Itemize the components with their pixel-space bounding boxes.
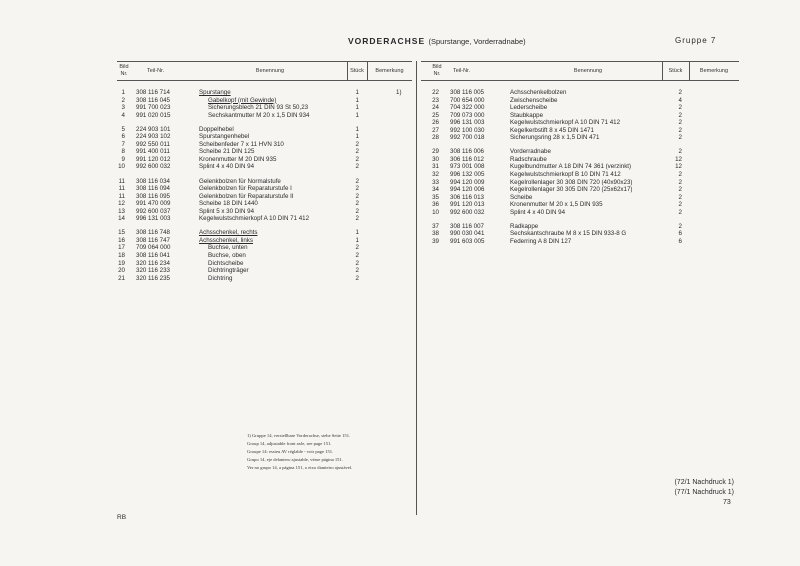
right-head-rule xyxy=(421,80,739,81)
bottom-left-code: RB xyxy=(117,514,127,521)
row-part-number: 308 116 006 xyxy=(450,148,484,156)
row-quantity: 2 xyxy=(678,201,682,209)
row-quantity: 2 xyxy=(678,134,682,142)
row-quantity: 2 xyxy=(678,193,682,201)
row-part-number: 991 120 013 xyxy=(450,201,485,209)
row-part-number: 308 116 747 xyxy=(136,236,170,244)
right-top-rule xyxy=(421,61,739,62)
row-description: Kegelrollenlager 30 305 DIN 720 (25x62x17) xyxy=(510,186,633,194)
right-col-benennung: Benennung xyxy=(573,68,603,74)
row-description: Radkappe xyxy=(510,222,539,230)
row-quantity: 1 xyxy=(355,96,359,104)
row-part-number: 709 064 000 xyxy=(136,244,171,252)
row-description: Scheibe xyxy=(510,193,533,201)
row-description: Splint 4 x 40 DIN 94 xyxy=(199,163,255,171)
right-col-bild-2: Nr. xyxy=(433,71,441,77)
row-quantity: 2 xyxy=(678,89,682,96)
row-description: Splint 5 x 30 DIN 94 xyxy=(199,207,255,215)
row-quantity: 1 xyxy=(355,229,359,237)
row-description: Kugelbundmutter A 18 DIN 74 361 (verzinkt) xyxy=(510,163,632,171)
table-row xyxy=(0,275,800,283)
row-bild-nr: 12 xyxy=(118,200,125,208)
row-bild-nr: 20 xyxy=(118,267,125,275)
row-bild-nr: 25 xyxy=(432,111,439,119)
row-bild-nr: 4 xyxy=(121,111,125,119)
row-quantity: 2 xyxy=(678,119,682,127)
row-part-number: 320 116 233 xyxy=(136,267,170,275)
row-bild-nr: 39 xyxy=(432,237,439,245)
row-bild-nr: 18 xyxy=(118,251,125,259)
row-part-number: 996 131 003 xyxy=(450,119,485,127)
row-bild-nr: 19 xyxy=(118,259,125,267)
row-bild-nr: 35 xyxy=(432,193,439,201)
row-bild-nr: 28 xyxy=(432,134,439,142)
row-bild-nr: 11 xyxy=(118,177,125,185)
row-description: Splint 4 x 40 DIN 94 xyxy=(510,208,566,216)
row-part-number: 992 100 030 xyxy=(450,126,485,134)
row-description: Dichtringträger xyxy=(208,267,249,275)
footnote-line: 1) Gruppe 14, verstellbare Vorderachse, siehe Seite 151. xyxy=(247,433,351,438)
row-description: Zwischenscheibe xyxy=(510,96,558,104)
row-part-number: 308 116 041 xyxy=(136,251,170,259)
row-bild-nr: 30 xyxy=(432,155,439,163)
row-part-number: 308 116 045 xyxy=(136,96,170,104)
row-bild-nr: 17 xyxy=(118,244,125,252)
row-part-number: 320 116 235 xyxy=(136,274,170,282)
row-bild-nr: 3 xyxy=(121,104,125,112)
footnote-line: Grupo 14, eje delantero ajustable, véase página 151. xyxy=(247,457,343,462)
row-bild-nr: 2 xyxy=(121,96,125,104)
row-quantity: 2 xyxy=(355,267,359,275)
row-part-number: 991 470 009 xyxy=(136,200,171,208)
table-row xyxy=(0,209,800,217)
left-head-rule xyxy=(117,80,412,81)
row-part-number: 991 120 012 xyxy=(136,155,171,163)
row-bild-nr: 21 xyxy=(118,274,125,282)
row-part-number: 994 120 009 xyxy=(450,178,485,186)
row-description: Federring A 8 DIN 127 xyxy=(510,237,572,245)
row-bild-nr: 38 xyxy=(432,230,439,238)
row-description: Staubkappe xyxy=(510,111,544,119)
row-quantity: 2 xyxy=(678,148,682,156)
row-quantity: 2 xyxy=(355,177,359,185)
row-bild-nr: 7 xyxy=(121,140,125,148)
left-col-bild-2: Nr. xyxy=(120,71,128,77)
right-col-bild-1: Bild xyxy=(432,64,442,70)
row-quantity: 2 xyxy=(355,185,359,193)
page-number: 73 xyxy=(723,499,731,506)
row-description: Kronenmutter M 20 DIN 935 xyxy=(199,155,277,163)
row-description: Scheibenfeder 7 x 11 HVN 310 xyxy=(199,140,284,148)
row-part-number: 992 700 018 xyxy=(450,134,485,142)
row-quantity: 6 xyxy=(678,237,682,245)
row-bild-nr: 34 xyxy=(432,186,439,194)
row-quantity: 2 xyxy=(355,140,359,148)
row-bild-nr: 14 xyxy=(118,215,125,223)
row-part-number: 991 400 011 xyxy=(136,148,170,156)
row-quantity: 1 xyxy=(355,111,359,119)
title-subtitle: (Spurstange, Vorderradnabe) xyxy=(428,37,526,46)
row-bild-nr: 11 xyxy=(118,192,125,200)
row-quantity: 1 xyxy=(355,104,359,112)
left-col-stueck: Stück xyxy=(350,68,364,74)
row-quantity: 2 xyxy=(678,178,682,186)
row-description: Gabelkopf (mit Gewinde) xyxy=(208,96,277,104)
row-part-number: 320 116 234 xyxy=(136,259,170,267)
row-description: Scheibe 18 DIN 1440 xyxy=(199,200,258,208)
row-quantity: 2 xyxy=(355,207,359,215)
row-part-number: 973 001 008 xyxy=(450,163,485,171)
reprint-note: (77/1 Nachdruck 1) xyxy=(674,489,734,496)
row-quantity: 2 xyxy=(678,111,682,119)
row-description: Vorderradnabe xyxy=(510,148,551,156)
row-part-number: 994 120 006 xyxy=(450,186,485,194)
row-part-number: 308 116 094 xyxy=(136,185,170,193)
row-bild-nr: 29 xyxy=(432,148,439,156)
row-description: Achsschenkel, rechts xyxy=(199,229,258,237)
row-description: Spurstangenhebel xyxy=(199,133,250,141)
left-col-bild-1: Bild xyxy=(119,64,129,70)
row-description: Dichtring xyxy=(208,274,233,282)
row-quantity: 2 xyxy=(355,215,359,223)
row-bild-nr: 36 xyxy=(432,201,439,209)
row-quantity: 2 xyxy=(355,148,359,156)
row-quantity: 2 xyxy=(678,126,682,134)
row-part-number: 224 903 102 xyxy=(136,133,171,141)
row-bild-nr: 8 xyxy=(121,148,125,156)
row-quantity: 2 xyxy=(678,186,682,194)
table-row xyxy=(0,134,800,142)
row-part-number: 306 116 013 xyxy=(450,193,484,201)
row-description: Kegelkerbstift 8 x 45 DIN 1471 xyxy=(510,126,594,134)
page-title xyxy=(348,36,526,46)
row-description: Kegelwulstschmierkopf B 10 DIN 71 412 xyxy=(510,171,621,178)
row-description: Gelenkbolzen für Reparaturstufe II xyxy=(199,192,294,200)
group-label: Gruppe 7 xyxy=(675,36,717,45)
row-part-number: 992 550 011 xyxy=(136,140,170,148)
right-col-bild xyxy=(430,64,444,78)
row-description: Lederscheibe xyxy=(510,104,548,112)
row-bild-nr: 37 xyxy=(432,222,439,230)
row-part-number: 308 116 007 xyxy=(450,222,484,230)
reprint-note: (72/1 Nachdruck 1) xyxy=(674,479,734,486)
title-main: VORDERACHSE xyxy=(348,36,426,46)
row-bild-nr: 23 xyxy=(432,96,439,104)
row-quantity: 2 xyxy=(355,163,359,171)
row-part-number: 991 700 023 xyxy=(136,104,171,112)
row-quantity: 1 xyxy=(355,125,359,133)
footnote-line: Groupe 14: essieu AV réglable - voir page 151. xyxy=(247,449,334,454)
row-part-number: 308 116 714 xyxy=(136,89,170,96)
row-quantity: 4 xyxy=(678,96,682,104)
row-description: Kronenmutter M 20 x 1,5 DIN 935 xyxy=(510,201,603,209)
footnote-line: Ver no grupo 14, a página 151, o eixo dianteiro ajustável. xyxy=(247,465,353,470)
row-part-number: 308 116 748 xyxy=(136,229,170,237)
row-part-number: 308 116 005 xyxy=(450,89,484,96)
row-description: Doppelhebel xyxy=(199,125,234,133)
row-quantity: 2 xyxy=(678,171,682,178)
row-quantity: 2 xyxy=(678,208,682,216)
row-bild-nr: 15 xyxy=(118,229,125,237)
row-bild-nr: 11 xyxy=(118,185,125,193)
row-part-number: 996 132 005 xyxy=(450,171,485,178)
row-description: Gelenkbolzen für Reparaturstufe I xyxy=(199,185,292,193)
row-part-number: 224 903 101 xyxy=(136,125,171,133)
row-part-number: 700 654 000 xyxy=(450,96,485,104)
row-description: Dichtscheibe xyxy=(208,259,244,267)
row-description: Sechskantschraube M 8 x 15 DIN 933-8 G xyxy=(510,230,627,238)
row-quantity: 2 xyxy=(678,104,682,112)
row-bild-nr: 13 xyxy=(118,207,125,215)
row-description: Kegelrollenlager 30 308 DIN 720 (40x90x23) xyxy=(510,178,633,186)
row-bild-nr: 32 xyxy=(432,171,439,178)
row-part-number: 704 322 000 xyxy=(450,104,485,112)
row-bild-nr: 26 xyxy=(432,119,439,127)
row-quantity: 2 xyxy=(355,244,359,252)
row-bild-nr: 1 xyxy=(121,89,125,96)
row-bild-nr: 27 xyxy=(432,126,439,134)
row-description: Kegelwulstschmierkopf A 10 DIN 71 412 xyxy=(510,119,621,127)
row-quantity: 2 xyxy=(355,192,359,200)
row-quantity: 1 xyxy=(355,236,359,244)
row-description: Radschraube xyxy=(510,155,547,163)
row-part-number: 991 020 015 xyxy=(136,111,171,119)
row-description: Achsschenkel, links xyxy=(199,236,253,244)
row-bild-nr: 5 xyxy=(121,125,125,133)
row-description: Sicherungsring 28 x 1,5 DIN 471 xyxy=(510,134,600,142)
row-bild-nr: 6 xyxy=(121,133,125,141)
row-description: Gelenkbolzen für Normalstufe xyxy=(199,177,281,185)
row-bild-nr: 24 xyxy=(432,104,439,112)
row-quantity: 1 xyxy=(355,133,359,141)
left-col-teil: Teil-Nr. xyxy=(147,68,165,74)
row-part-number: 992 600 032 xyxy=(450,208,485,216)
row-part-number: 709 073 000 xyxy=(450,111,485,119)
row-quantity: 12 xyxy=(675,155,682,163)
row-bild-nr: 22 xyxy=(432,89,439,96)
row-quantity: 1 xyxy=(355,89,359,96)
left-col-benennung: Benennung xyxy=(255,68,285,74)
row-part-number: 308 116 034 xyxy=(136,177,170,185)
row-part-number: 991 603 005 xyxy=(450,237,485,245)
row-bild-nr: 9 xyxy=(121,155,125,163)
right-col-teil: Teil-Nr. xyxy=(453,68,471,74)
row-remark: 1) xyxy=(396,89,402,96)
row-part-number: 992 600 032 xyxy=(136,163,171,171)
row-description: Achsschenkelbolzen xyxy=(510,89,567,96)
row-quantity: 2 xyxy=(355,251,359,259)
row-bild-nr: 33 xyxy=(432,178,439,186)
left-col-bild xyxy=(117,64,131,78)
row-quantity: 2 xyxy=(355,259,359,267)
row-quantity: 6 xyxy=(678,230,682,238)
row-description: Kegelwulstschmierkopf A 10 DIN 71 412 xyxy=(199,215,310,223)
row-quantity: 2 xyxy=(678,222,682,230)
row-description: Sechskantmutter M 20 x 1,5 DIN 934 xyxy=(208,111,310,119)
row-quantity: 2 xyxy=(355,274,359,282)
row-bild-nr: 10 xyxy=(432,208,439,216)
row-description: Buchse, unten xyxy=(208,244,248,252)
row-bild-nr: 31 xyxy=(432,163,439,171)
row-bild-nr: 16 xyxy=(118,236,125,244)
row-part-number: 996 131 003 xyxy=(136,215,171,223)
row-quantity: 2 xyxy=(355,200,359,208)
right-col-bemerkung: Bemerkung xyxy=(699,68,729,74)
row-part-number: 992 600 037 xyxy=(136,207,171,215)
row-description: Buchse, oben xyxy=(208,251,246,259)
row-part-number: 306 116 012 xyxy=(450,155,484,163)
row-part-number: 308 116 095 xyxy=(136,192,170,200)
row-description: Sicherungsblech 21 DIN 93 St 50,23 xyxy=(208,104,309,112)
row-description: Spurstange xyxy=(199,89,231,96)
row-part-number: 990 030 041 xyxy=(450,230,485,238)
row-quantity: 2 xyxy=(355,155,359,163)
row-quantity: 12 xyxy=(675,163,682,171)
table-row xyxy=(0,238,800,246)
left-col-bemerkung: Bemerkung xyxy=(375,68,404,74)
right-col-stueck: Stück xyxy=(668,68,683,74)
row-bild-nr: 10 xyxy=(118,163,125,171)
row-description: Scheibe 21 DIN 125 xyxy=(199,148,255,156)
footnote-line: Group 14, adjustable front axle, see page 151. xyxy=(247,441,332,446)
